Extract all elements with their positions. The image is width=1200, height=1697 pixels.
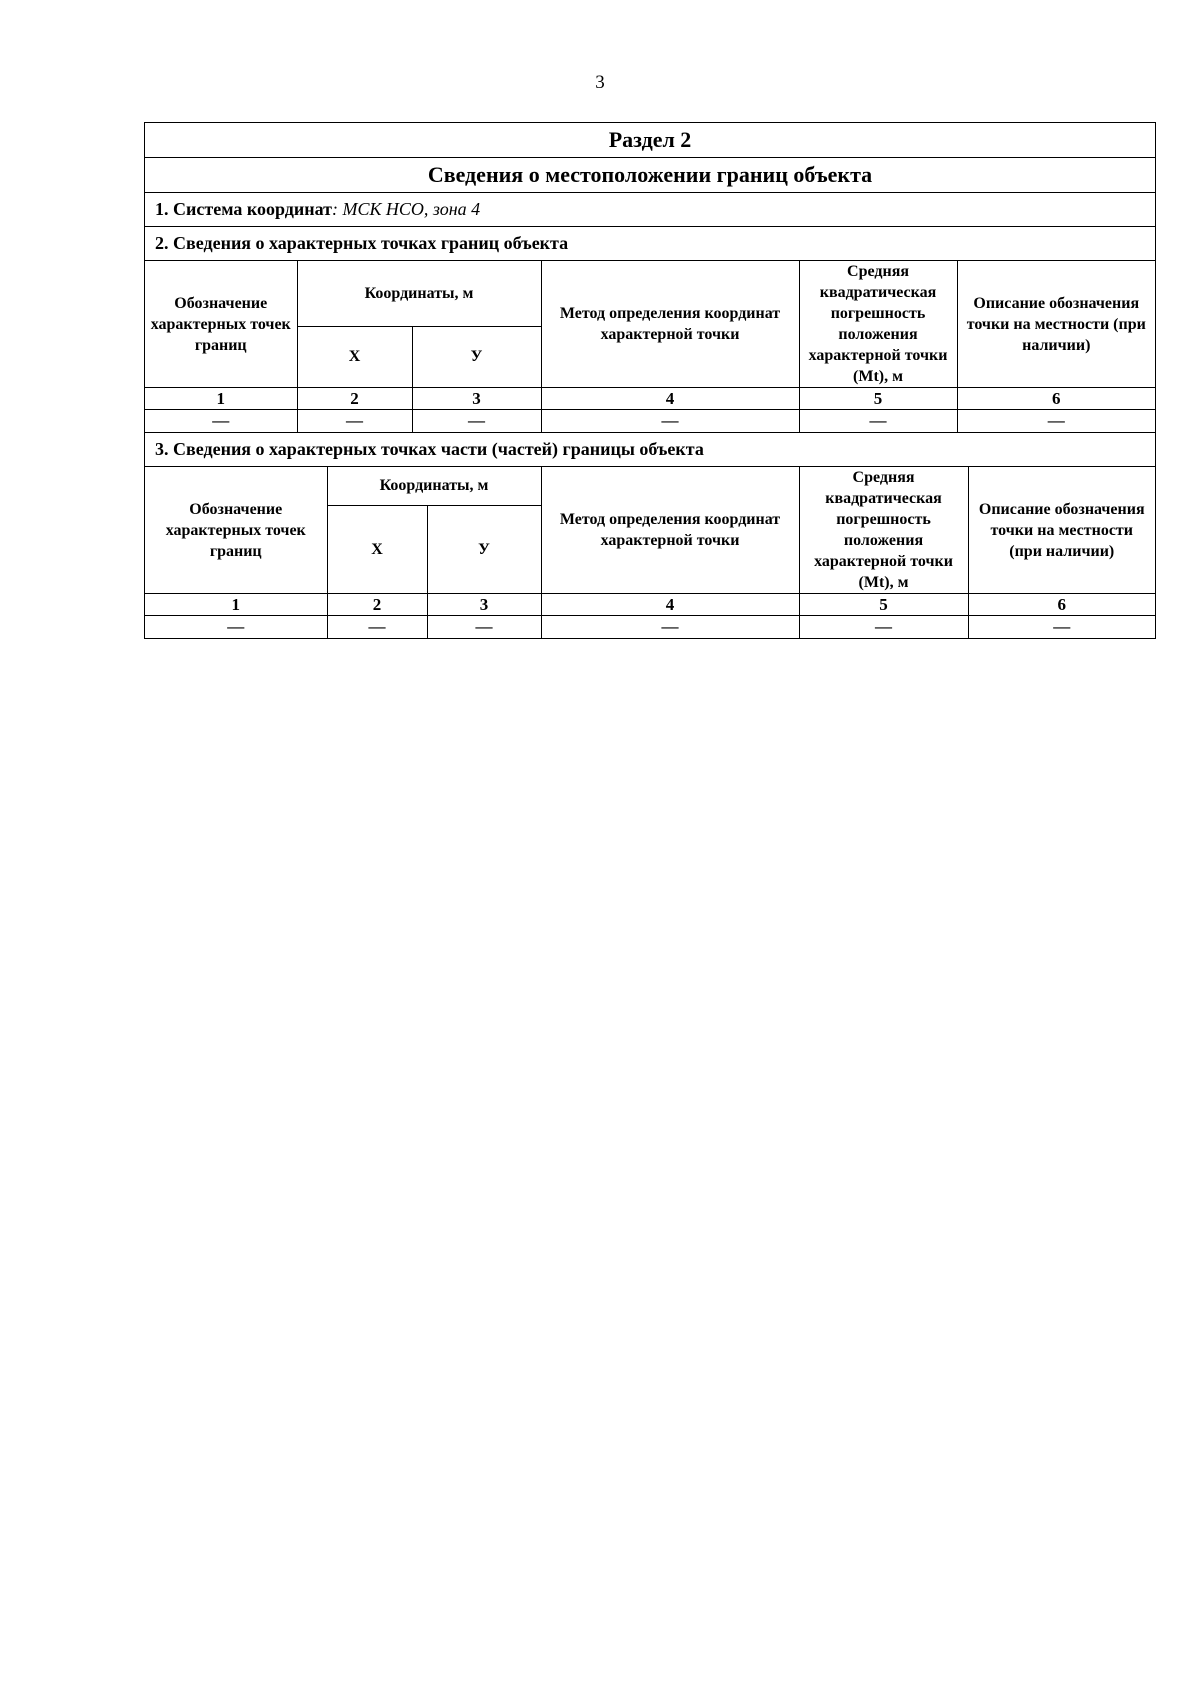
- boundary-points-table: [145, 261, 1155, 432]
- header-x: X: [297, 326, 412, 387]
- column-number: 1: [145, 594, 327, 616]
- table-cell: —: [145, 410, 297, 433]
- column-number-row: [145, 388, 1155, 410]
- header-description: Описание обозначения точки на местности (при наличии): [957, 261, 1155, 388]
- table-cell: —: [327, 616, 427, 639]
- column-number: 5: [799, 388, 957, 410]
- header-coordinates: Координаты, м: [327, 467, 541, 505]
- column-number: 4: [541, 594, 799, 616]
- section-title: Раздел 2: [145, 123, 1155, 158]
- column-number-row: [145, 594, 1155, 616]
- column-number: 6: [957, 388, 1155, 410]
- column-number: 6: [968, 594, 1155, 616]
- column-number: 4: [541, 388, 799, 410]
- header-method: Метод определения координат характерной точки: [541, 467, 799, 594]
- table-cell: —: [799, 616, 968, 639]
- header-y: У: [427, 505, 541, 593]
- table-cell: —: [427, 616, 541, 639]
- table1-heading: [145, 227, 1155, 261]
- header-y: У: [412, 326, 541, 387]
- coordinate-system-label: 1. Система координат: [155, 199, 332, 219]
- column-number: 2: [297, 388, 412, 410]
- table1-heading-text: 2. Сведения о характерных точках границ объекта: [155, 233, 569, 253]
- table-cell: —: [145, 616, 327, 639]
- table-cell: —: [412, 410, 541, 433]
- section-subtitle: Сведения о местоположении границ объекта: [145, 158, 1155, 193]
- header-error: Средняя квадратическая погрешность положения характерной точки (Mt), м: [799, 467, 968, 594]
- column-number: 5: [799, 594, 968, 616]
- table-row: [145, 410, 1155, 433]
- header-designation: Обозначение характерных точек границ: [145, 467, 327, 594]
- page-number: 3: [595, 72, 605, 93]
- table-cell: —: [968, 616, 1155, 639]
- table-cell: —: [957, 410, 1155, 433]
- header-error: Средняя квадратическая погрешность положения характерной точки (Mt), м: [799, 261, 957, 388]
- column-number: 1: [145, 388, 297, 410]
- coordinate-system-line: [145, 193, 1155, 227]
- header-x: X: [327, 505, 427, 593]
- table-cell: —: [799, 410, 957, 433]
- table2-heading-text: 3. Сведения о характерных точках части (частей) границы объекта: [155, 439, 704, 459]
- section-2-container: [144, 122, 1156, 639]
- table2-block: [145, 467, 1155, 638]
- table-cell: —: [297, 410, 412, 433]
- coordinate-system-value: : МСК НСО, зона 4: [331, 199, 481, 219]
- table-row: [145, 616, 1155, 639]
- column-number: 2: [327, 594, 427, 616]
- boundary-part-points-table: [145, 467, 1155, 638]
- header-method: Метод определения координат характерной точки: [541, 261, 799, 388]
- table1-block: [145, 261, 1155, 433]
- table2-heading: [145, 433, 1155, 467]
- table-cell: —: [541, 616, 799, 639]
- column-number: 3: [412, 388, 541, 410]
- header-description: Описание обозначения точки на местности (при наличии): [968, 467, 1155, 594]
- table-cell: —: [541, 410, 799, 433]
- header-coordinates: Координаты, м: [297, 261, 541, 326]
- column-number: 3: [427, 594, 541, 616]
- header-designation: Обозначение характерных точек границ: [145, 261, 297, 388]
